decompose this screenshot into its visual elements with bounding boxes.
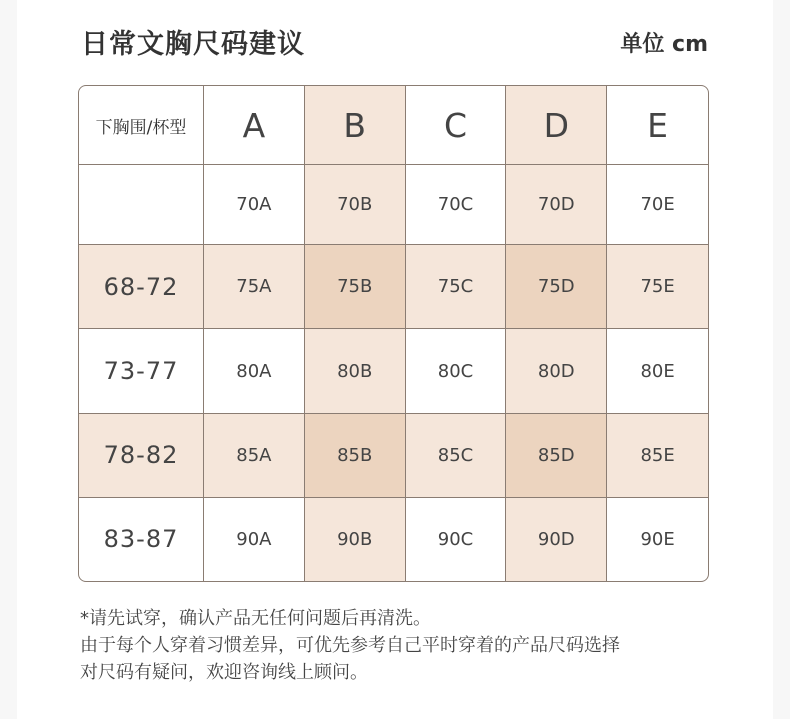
cup-header-e: E	[607, 86, 708, 165]
size-cell: 80D	[506, 329, 607, 413]
table-row	[79, 498, 708, 581]
size-cell: 90D	[506, 498, 607, 581]
size-cell: 85A	[204, 414, 305, 498]
size-cell: 90B	[305, 498, 406, 581]
cup-header-d: D	[506, 86, 607, 165]
size-cell: 80C	[406, 329, 507, 413]
size-cell: 70E	[607, 165, 708, 245]
unit-label: 单位 cm	[620, 32, 708, 57]
note-line: *请先试穿，确认产品无任何问题后再清洗。	[80, 608, 431, 629]
table-row	[79, 245, 708, 329]
size-cell: 80A	[204, 329, 305, 413]
size-cell: 90E	[640, 528, 675, 550]
size-cell: 80B	[305, 329, 406, 413]
band-label	[79, 165, 204, 245]
note-line: 由于每个人穿着习惯差异，可优先参考自己平时穿着的产品尺码选择	[80, 635, 620, 656]
size-cell: 70D	[506, 165, 607, 245]
size-cell: 70A	[204, 165, 305, 245]
size-cell: 70C	[406, 165, 507, 245]
size-cell: 85E	[607, 414, 708, 498]
band-label: 68-72	[79, 245, 204, 329]
table-row	[79, 165, 708, 245]
table-row	[79, 329, 708, 413]
note-line: 对尺码有疑问，欢迎咨询线上顾问。	[80, 662, 368, 683]
notes	[80, 605, 620, 686]
size-cell: 70B	[305, 165, 406, 245]
cup-header-c: C	[406, 86, 507, 165]
size-cell: 85C	[406, 414, 507, 498]
size-cell: 90A	[204, 498, 305, 581]
cup-header-b: B	[305, 86, 406, 165]
corner-header: 下胸围/杯型	[79, 86, 204, 165]
size-cell: 75B	[305, 245, 406, 329]
table-row	[79, 414, 708, 498]
size-cell: 80E	[607, 329, 708, 413]
table-header-row	[79, 86, 708, 165]
cup-header-a: A	[204, 86, 305, 165]
size-cell: 75E	[607, 245, 708, 329]
size-cell: 85B	[305, 414, 406, 498]
size-cell: 75A	[204, 245, 305, 329]
band-label: 78-82	[79, 414, 204, 498]
size-cell: 75D	[506, 245, 607, 329]
size-cell: 75C	[406, 245, 507, 329]
band-label: 73-77	[79, 329, 204, 413]
size-cell: 90C	[406, 498, 507, 581]
size-table	[78, 85, 709, 582]
band-label: 83-87	[79, 498, 204, 581]
size-cell: 85D	[506, 414, 607, 498]
page-title: 日常文胸尺码建议	[81, 29, 305, 60]
